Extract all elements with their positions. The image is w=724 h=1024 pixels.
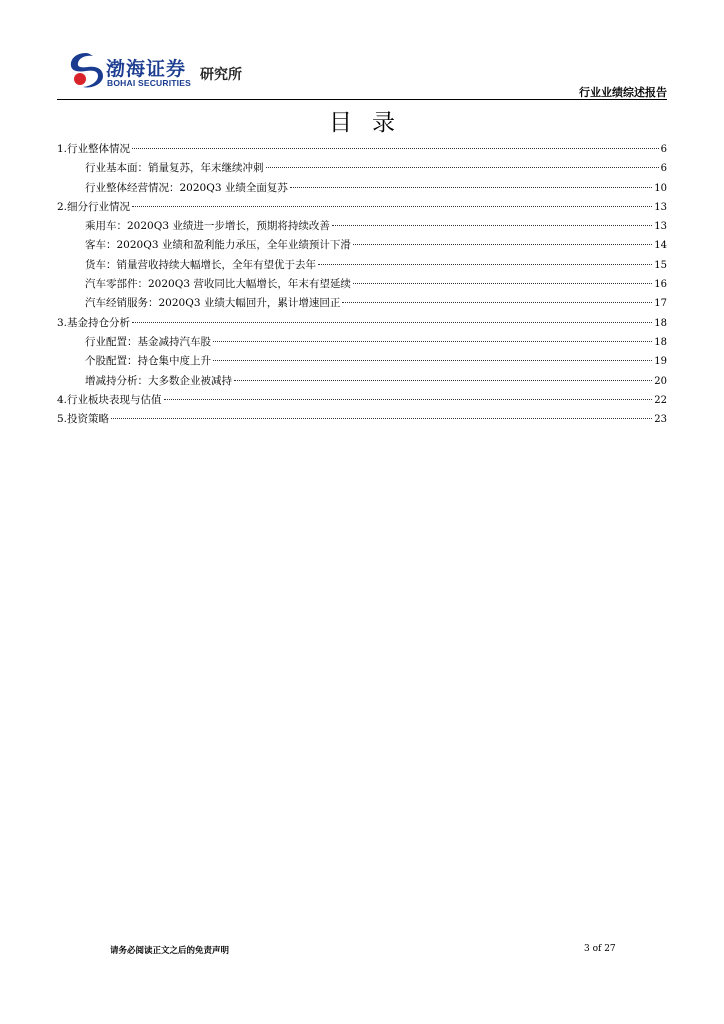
toc-entry[interactable] <box>57 217 667 236</box>
toc-dot-leader <box>213 341 652 342</box>
toc-dot-leader <box>132 322 652 323</box>
toc-entry-page: 6 <box>660 144 667 155</box>
bohai-logo <box>66 50 276 94</box>
toc-entry-page: 13 <box>654 201 667 213</box>
toc-title: 目录 <box>329 110 415 136</box>
toc-entry-label: 5.投资策略 <box>57 413 110 426</box>
toc-entry-label: 客车：2020Q3 业绩和盈利能力承压，全年业绩预计下滑 <box>85 239 351 252</box>
toc-entry-label: 个股配置：持仓集中度上升 <box>85 355 211 368</box>
toc-entry[interactable] <box>57 159 667 178</box>
toc-dot-leader <box>132 206 652 207</box>
toc-entry-label: 4.行业板块表现与估值 <box>57 393 162 406</box>
toc-entry-label: 货车：销量营收持续大幅增长，全年有望优于去年 <box>85 258 316 271</box>
toc-entry-label: 2.细分行业情况 <box>57 200 131 213</box>
toc-entry-label: 增减持分析：大多数企业被减持 <box>85 374 232 387</box>
toc-entry-label: 行业整体经营情况：2020Q3 业绩全面复苏 <box>85 181 288 194</box>
toc-entry-label: 行业基本面：销量复苏，年末继续冲刺 <box>85 162 264 175</box>
toc-entry[interactable] <box>57 140 667 159</box>
toc-entry-label: 汽车零部件：2020Q3 营收同比大幅增长，年末有望延续 <box>85 278 351 291</box>
toc-entry-page: 19 <box>654 356 667 368</box>
toc-entry[interactable] <box>57 275 667 294</box>
toc-dot-leader <box>111 418 652 419</box>
toc-entry-label: 汽车经销服务：2020Q3 业绩大幅回升，累计增速回正 <box>85 297 341 310</box>
toc-dot-leader <box>213 360 652 361</box>
logo-english-name: BOHAI SECURITIES <box>107 78 191 88</box>
toc-entry-page: 14 <box>654 240 667 252</box>
toc-entry[interactable] <box>57 391 667 410</box>
toc-dot-leader <box>332 225 652 226</box>
toc-entry[interactable] <box>57 410 667 429</box>
header-divider <box>57 99 667 100</box>
toc-entry-page: 18 <box>654 336 667 348</box>
toc-entry[interactable] <box>57 198 667 217</box>
toc-entry[interactable] <box>57 256 667 275</box>
toc-dot-leader <box>353 283 652 284</box>
toc-entry-page: 16 <box>654 279 667 291</box>
page-indicator: 3 of 27 <box>584 944 616 954</box>
bohai-logo-icon <box>66 50 106 92</box>
footer-disclaimer: 请务必阅读正文之后的免责声明 <box>110 946 230 956</box>
toc-entry[interactable] <box>57 314 667 333</box>
toc-entry[interactable] <box>57 294 667 313</box>
toc-dot-leader <box>164 399 653 400</box>
toc-entry-page: 18 <box>654 317 667 329</box>
toc-dot-leader <box>318 264 652 265</box>
toc-dot-leader <box>353 244 652 245</box>
toc-dot-leader <box>234 380 652 381</box>
toc-entry-label: 行业配置：基金减持汽车股 <box>85 335 211 348</box>
toc-entry[interactable] <box>57 236 667 255</box>
toc-dot-leader <box>266 167 659 168</box>
toc-entry-label: 乘用车：2020Q3 业绩进一步增长，预期将持续改善 <box>85 220 330 233</box>
toc-entry[interactable] <box>57 333 667 352</box>
page-header <box>0 0 724 110</box>
toc-dot-leader <box>342 302 652 303</box>
toc-entry-page: 17 <box>654 298 667 310</box>
logo-chinese-name: 渤海证券 <box>106 58 187 80</box>
toc-entry-label: 3.基金持仓分析 <box>57 316 131 329</box>
toc-entry[interactable] <box>57 179 667 198</box>
toc-entry-page: 15 <box>654 259 667 271</box>
toc-entry[interactable] <box>57 372 667 391</box>
toc-entry-page: 6 <box>660 163 667 175</box>
toc-entry-page: 22 <box>654 394 667 406</box>
toc-dot-leader <box>132 148 659 149</box>
table-of-contents <box>57 140 667 429</box>
institute-label: 研究所 <box>200 67 242 83</box>
toc-entry-page: 13 <box>654 221 667 233</box>
toc-entry-label: 1.行业整体情况 <box>57 143 131 155</box>
report-type-label: 行业业绩综述报告 <box>579 86 667 99</box>
toc-entry-page: 23 <box>654 414 667 426</box>
toc-entry[interactable] <box>57 352 667 371</box>
toc-entry-page: 10 <box>654 182 667 194</box>
toc-dot-leader <box>290 187 652 188</box>
toc-entry-page: 20 <box>654 375 667 387</box>
